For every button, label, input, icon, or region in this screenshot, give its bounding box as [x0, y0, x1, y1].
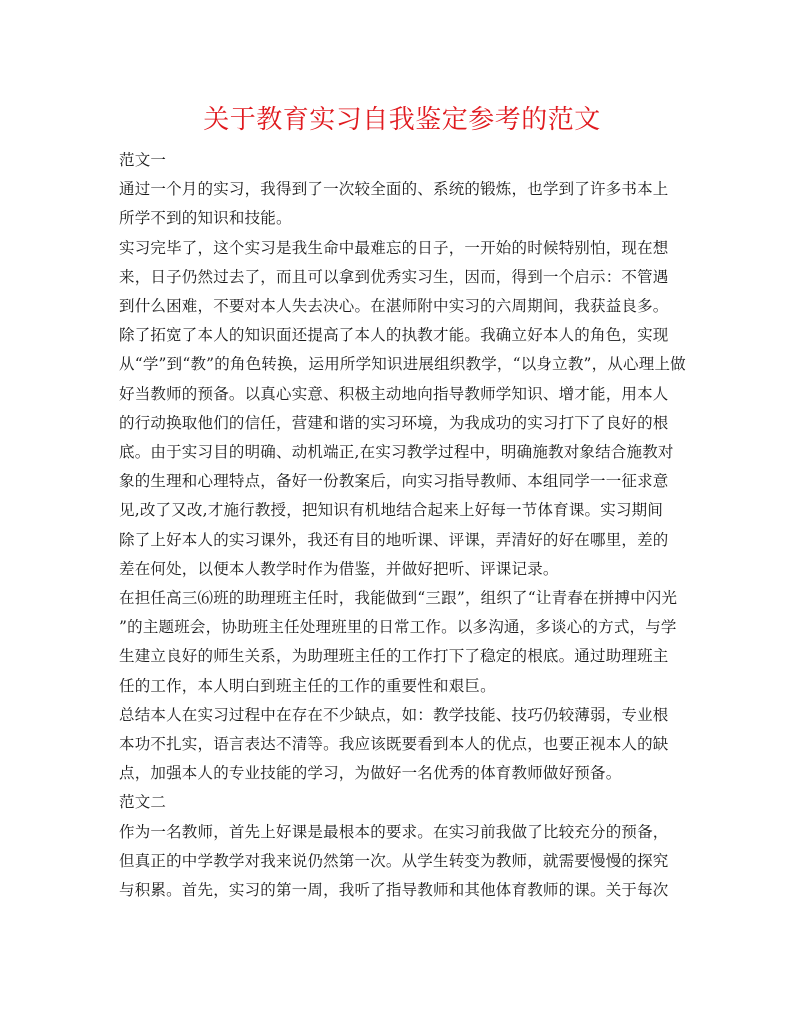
text-line: 的行动换取他们的信任，营建和谐的实习环境，为我成功的实习打下了良好的根 [119, 413, 669, 432]
text-line: 在担任高三⑹班的助理班主任时，我能做到“三跟”，组织了“让青春在拼搏中闪光 [119, 589, 678, 608]
text-line: 任的工作，本人明白到班主任的工作的重要性和艰巨。 [119, 676, 496, 695]
text-line: 实习完毕了，这个实习是我生命中最难忘的日子，一开始的时候特别怕，现在想 [119, 238, 669, 257]
text-line: 除了上好本人的实习课外，我还有目的地听课、评课，弄清好的好在哪里，差的 [119, 530, 669, 549]
text-line: 总结本人在实习过程中在存在不少缺点，如：教学技能、技巧仍较薄弱，专业根 [119, 705, 669, 724]
text-line: 除了拓宽了本人的知识面还提高了本人的执教才能。我确立好本人的角色，实现 [119, 326, 669, 345]
text-line: 点，加强本人的专业技能的学习，为做好一名优秀的体育教师做好预备。 [119, 764, 622, 783]
text-line: 与积累。首先，实习的第一周，我听了指导教师和其他体育教师的课。关于每次 [119, 881, 669, 900]
text-line: ”的主题班会，协助班主任处理班里的日常工作。以多沟通，多谈心的方式，与学 [119, 618, 677, 637]
text-line: 象的生理和心理特点，备好一份教案后，向实习指导教师、本组同学一一征求意 [119, 472, 669, 491]
text-line: 底。由于实习目的明确、动机端正,在实习教学过程中，明确施教对象结合施教对 [119, 443, 674, 462]
text-line: 作为一名教师，首先上好课是最根本的要求。在实习前我做了比较充分的预备， [119, 822, 669, 841]
text-line: 差在何处，以便本人教学时作为借鉴，并做好把听、评课记录。 [119, 559, 559, 578]
text-line: 本功不扎实，语言表达不清等。我应该既要看到本人的优点，也要正视本人的缺 [119, 735, 669, 754]
text-line: 生建立良好的师生关系，为助理班主任的工作打下了稳定的根底。通过助理班主 [119, 647, 669, 666]
document-body [119, 146, 685, 905]
text-line: 但真正的中学教学对我来说仍然第一次。从学生转变为教师，就需要慢慢的探究 [119, 851, 669, 870]
text-line: 来，日子仍然过去了，而且可以拿到优秀实习生，因而，得到一个启示：不管遇 [119, 267, 669, 286]
text-line: 所学不到的知识和技能。 [119, 209, 292, 228]
text-line: 从“学”到“教”的角色转换，运用所学知识进展组织教学，“以身立教”，从心理上做 [119, 355, 686, 374]
text-line: 通过一个月的实习，我得到了一次较全面的、系统的锻炼，也学到了许多书本上 [119, 180, 669, 199]
document-page [119, 100, 685, 905]
text-line: 好当教师的预备。以真心实意、积极主动地向指导教师学知识、增才能，用本人 [119, 384, 669, 403]
text-line: 见,改了又改,才施行教授，把知识有机地结合起来上好每一节体育课。实习期间 [119, 501, 664, 520]
text-line: 范文二 [119, 793, 167, 812]
document-title: 关于教育实习自我鉴定参考的范文 [203, 105, 601, 135]
text-line: 到什么困难，不要对本人失去决心。在湛师附中实习的六周期间，我获益良多。 [119, 297, 669, 316]
text-line: 范文一 [119, 151, 167, 169]
